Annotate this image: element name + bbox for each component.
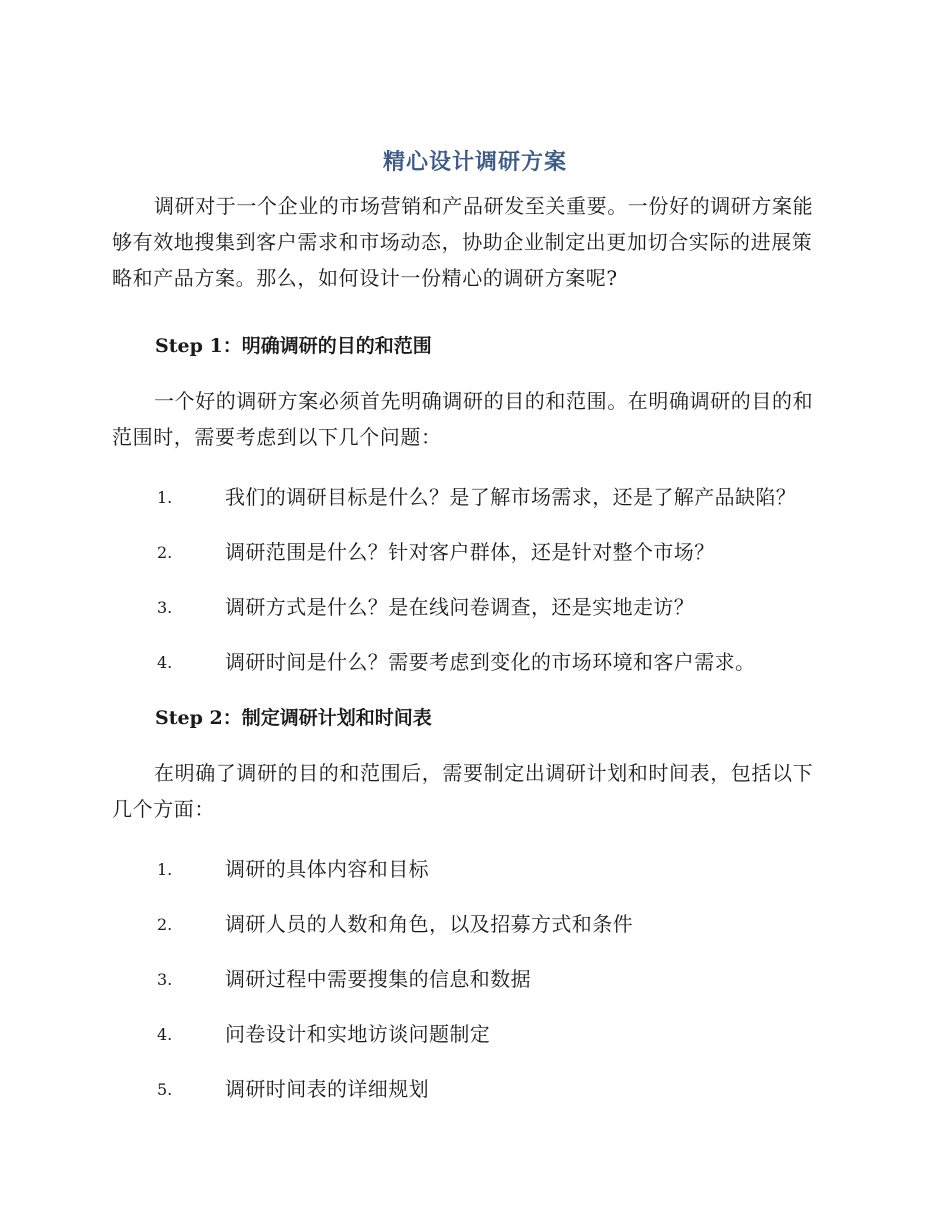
step1-item-1-text: 我们的调研目标是什么？是了解市场需求，还是了解产品缺陷？ — [225, 485, 797, 509]
step2-item-4-text: 问卷设计和实地访谈问题制定 — [225, 1022, 491, 1046]
step1-item-2-text: 调研范围是什么？针对客户群体，还是针对整个市场？ — [225, 540, 715, 564]
step1-item-4-number: 4. — [157, 653, 173, 672]
step2-item-4-number: 4. — [157, 1025, 173, 1044]
step1-paragraph: 一个好的调研方案必须首先明确调研的目的和范围。在明确调研的目的和范围时，需要考虑到以下几个问题： — [112, 389, 814, 449]
step2-item-1-number: 1. — [157, 860, 173, 879]
step2-item-1-text: 调研的具体内容和目标 — [225, 857, 429, 881]
intro-paragraph: 调研对于一个企业的市场营销和产品研发至关重要。一份好的调研方案能够有效地搜集到客户需求和市场动态，协助企业制定出更加切合实际的进展策略和产品方案。那么，如何设计一份精心的调研方案呢? — [112, 194, 814, 290]
document-title: 精心设计调研方案 — [382, 150, 567, 175]
step2-paragraph: 在明确了调研的目的和范围后，需要制定出调研计划和时间表，包括以下几个方面： — [112, 761, 814, 821]
step2-item-2-text: 调研人员的人数和角色，以及招募方式和条件 — [225, 912, 633, 936]
step2-item-5-text: 调研时间表的详细规划 — [225, 1077, 429, 1101]
step1-item-3-text: 调研方式是什么？是在线问卷调查，还是实地走访？ — [225, 595, 695, 619]
step1-item-1-number: 1. — [157, 488, 173, 507]
step2-item-3-number: 3. — [157, 970, 173, 989]
step1-item-4-text: 调研时间是什么？需要考虑到变化的市场环境和客户需求。 — [225, 650, 756, 674]
step2-heading: Step 2：制定调研计划和时间表 — [155, 707, 432, 729]
step2-item-3-text: 调研过程中需要搜集的信息和数据 — [225, 967, 531, 991]
step1-item-2-number: 2. — [157, 543, 173, 562]
step2-item-2-number: 2. — [157, 915, 173, 934]
step1-heading: Step 1：明确调研的目的和范围 — [155, 335, 432, 357]
step1-item-3-number: 3. — [157, 598, 173, 617]
step2-item-5-number: 5. — [157, 1080, 173, 1099]
